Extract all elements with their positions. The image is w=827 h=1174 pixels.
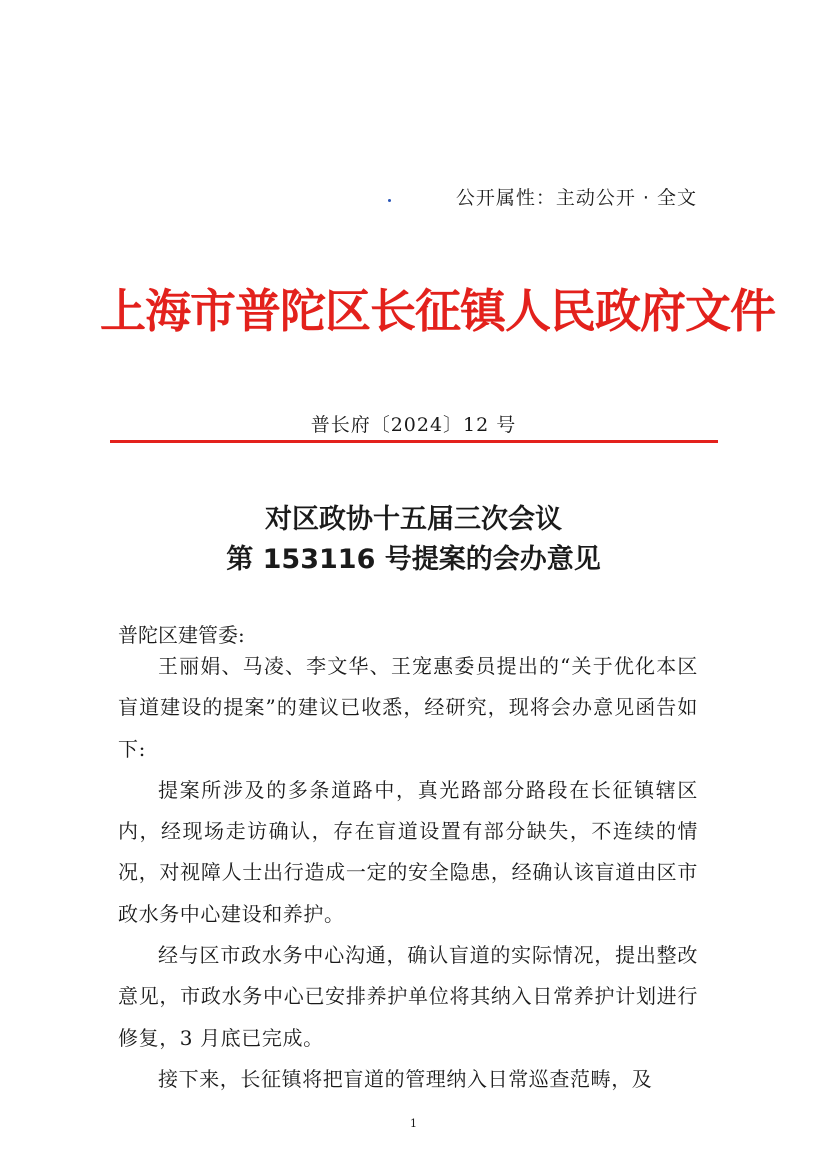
disclosure-label: 公开属性：主动公开 · 全文 [455,187,697,209]
paragraph: 提案所涉及的多条道路中，真光路部分路段在长征镇辖区内，经现场走访确认，存在盲道设置有部分缺失，不连续的情况，对视障人士出行造成一定的安全隐患，经确认该盲道由区市政水务中心建设和养护。 [118,777,698,926]
title-line-1: 对区政协十五届三次会议 [265,504,562,535]
page-number: 1 [410,1117,417,1130]
paragraph: 接下来，长征镇将把盲道的管理纳入日常巡查范畴，及 [158,1066,653,1091]
document-number: 普长府〔2024〕12 号 [310,414,517,436]
issuer-header: 上海市普陀区长征镇人民政府文件 [100,284,775,338]
paragraph: 王丽娟、马凌、李文华、王宠惠委员提出的“关于优化本区盲道建设的提案”的建议已收悉，经研究，现将会办意见函告如下: [118,654,698,761]
body-text [118,646,698,1100]
paragraph: 经与区市政水务中心沟通，确认盲道的实际情况，提出整改意见，市政水务中心已安排养护单位将其纳入日常养护计划进行修复，3 月底已完成。 [118,943,698,1050]
red-divider [110,440,718,443]
salutation: 普陀区建管委: [118,623,245,647]
title-line-2: 第 153116 号提案的会办意见 [226,544,601,575]
